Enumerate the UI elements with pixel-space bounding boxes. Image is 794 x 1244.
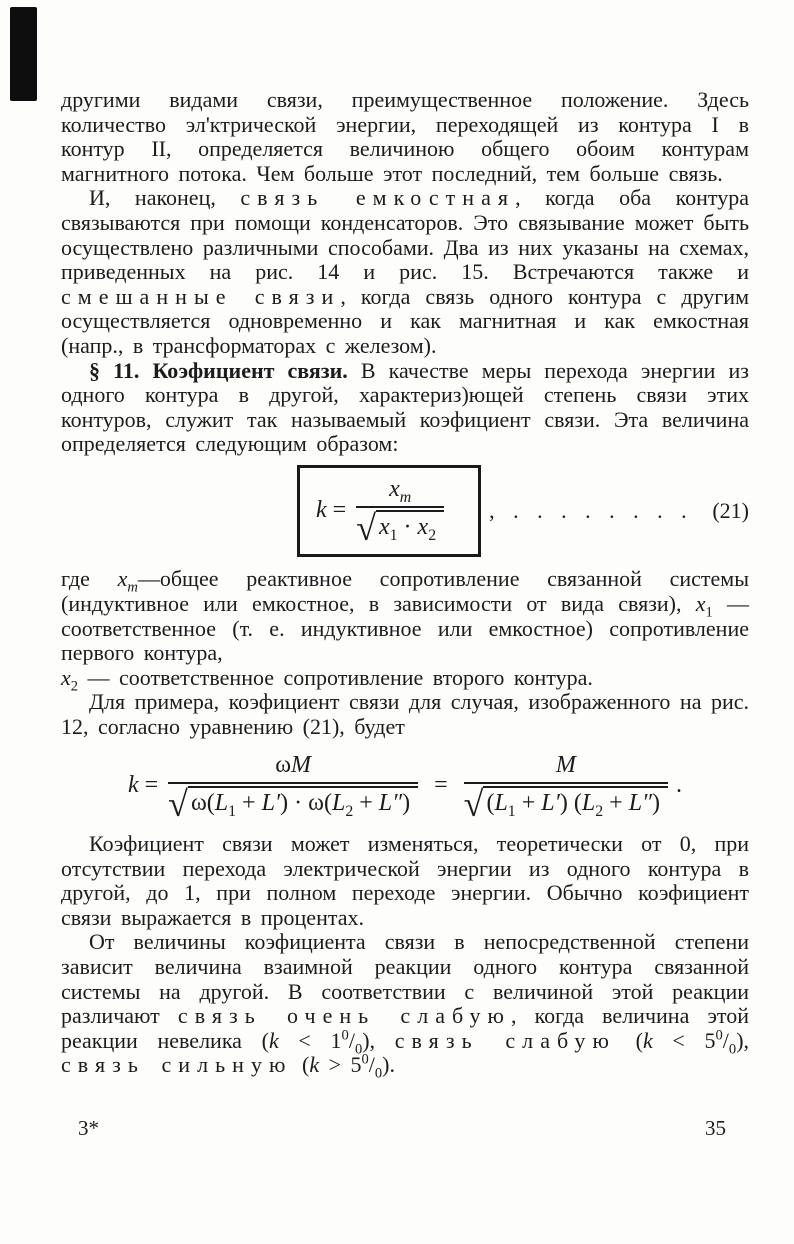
text-run: L″ — [628, 789, 653, 816]
text-run: 1 — [705, 604, 713, 621]
dot-leaders: , . . . . . . . . — [489, 498, 689, 524]
text-run: L — [214, 789, 229, 816]
text-run: 0 — [715, 1027, 723, 1044]
text-run: 2 — [345, 802, 354, 820]
square-root — [356, 508, 444, 549]
paragraph-section-11 — [61, 359, 749, 457]
text-run: · — [397, 513, 418, 540]
fraction-denominator — [463, 782, 668, 825]
text-run: 2 — [70, 678, 79, 695]
text-run: ) — [402, 789, 411, 816]
text-run: ) · ω( — [280, 789, 332, 816]
text-run: x — [417, 513, 429, 540]
text-run: + — [353, 789, 379, 816]
radicand — [376, 510, 444, 544]
text-run: 0 — [341, 1027, 349, 1044]
page-footer — [78, 1116, 726, 1141]
letterspaced-text-run: связь сильную — [61, 1052, 293, 1078]
text-run: m — [127, 579, 138, 596]
text-run: > 5 — [319, 1052, 362, 1078]
text-run: ω( — [190, 789, 215, 816]
letterspaced-text-run: связь слабую — [394, 1027, 616, 1053]
text-run: k — [268, 1027, 279, 1053]
text-run: x — [695, 590, 706, 616]
text-run: k — [316, 496, 327, 523]
square-root — [463, 784, 668, 825]
paragraph-continuation — [61, 88, 749, 186]
text-run: 2 — [595, 802, 604, 820]
text-run: k — [309, 1052, 320, 1078]
paragraph-capacitive-coupling — [61, 186, 749, 358]
paragraph-coupling-range — [61, 832, 749, 930]
equation-k-expanded-row — [61, 751, 749, 825]
text-run: < 1 — [278, 1027, 342, 1053]
fraction-denominator — [356, 506, 444, 549]
text-run: M — [291, 751, 312, 778]
text-run: L′ — [261, 789, 281, 816]
text-run: = — [326, 496, 353, 523]
text-run: , когда оба контура связываются при помощи конденсаторов. Это связывание может быть осуществлено различными способами. Два из них указаны на схемах, приведенных на рис. 14 и рис. 15. Встречаются также и — [61, 185, 749, 285]
text-run: k — [642, 1027, 653, 1053]
text-run: — соответственное сопротивление второго контура. — [78, 664, 593, 690]
text-run: — соответственное (т. е. индуктивное или емкостное) сопротивление первого контура, — [61, 590, 749, 666]
text-run: L″ — [378, 789, 403, 816]
equation-k-expanded — [127, 751, 683, 825]
equals-sign: = — [434, 772, 448, 799]
equation-number: (21) — [712, 498, 749, 524]
text-run: + — [603, 789, 629, 816]
fraction-denominator — [168, 782, 418, 825]
text-run: + — [236, 789, 262, 816]
text-run: ( — [486, 789, 495, 816]
text-run: 1 — [507, 802, 516, 820]
text-run: ω — [275, 751, 292, 778]
radicand — [188, 786, 418, 820]
radical-sign-icon: √ — [168, 784, 188, 825]
text-run: 0 — [354, 1041, 363, 1058]
text-run: k — [127, 772, 139, 799]
text-run: 0 — [361, 1052, 369, 1069]
text-run: , когда связь одного контура с другим осуществляется одновременно и как магнитная и как емкостная (напр., в трансформаторах с железом). — [61, 283, 749, 358]
text-run: M — [555, 751, 576, 778]
text-run: Для примера, коэфициент связи для случая, изображенного на рис. 12, согласно уравнению (21), будет — [61, 689, 749, 739]
text-run: / — [722, 1027, 729, 1053]
text-run: ). — [382, 1052, 395, 1078]
text-run: x — [61, 664, 71, 690]
text-run: 0 — [374, 1065, 383, 1082]
text-run: L — [581, 789, 596, 816]
text-run: где — [61, 566, 118, 592]
text-run: + — [515, 789, 542, 816]
text-run: —общее реактивное сопротивление связанной системы (индуктивное или емкостное, в зависимости от вида связи), — [61, 566, 750, 616]
text-run: , когда величина этой реакции невелика ( — [61, 1003, 749, 1053]
page-content — [61, 87, 750, 1082]
text-run: ), — [736, 1027, 750, 1053]
text-run: x — [389, 475, 400, 502]
text-run: / — [348, 1027, 355, 1053]
equation-lhs — [316, 497, 352, 524]
scan-ink-blot — [10, 7, 37, 101]
letterspaced-text-run: смешанные связи — [61, 283, 341, 309]
text-run: И, наконец, — [89, 185, 241, 211]
fraction-numerator — [263, 752, 323, 782]
bold-text-run: § 11. Коэфициент связи. — [89, 357, 348, 383]
paragraph-x2-definition — [61, 664, 749, 695]
fraction-numerator — [544, 752, 588, 782]
text-run: x — [378, 513, 390, 540]
text-run: другими видами связи, преимущественное положение. Здесь количество эл'ктрической энергии, переходящей из контура I в контур II, определяется величиною общего обоим контурам магнитного потока. Чем больше этот последний, тем больше связь. — [61, 87, 749, 186]
text-run: m — [399, 488, 412, 506]
radical-sign-icon: √ — [463, 784, 484, 825]
fraction — [463, 751, 668, 825]
period: . — [676, 772, 683, 799]
text-run: L — [331, 789, 346, 816]
text-run: 0 — [728, 1041, 737, 1058]
text-run: От величины коэфициента связи в непосредственной степени зависит величина взаимной реакции одного контура связанной системы на другой. В соответствии с величиной этой реакции различают — [61, 929, 749, 1029]
text-run: x — [117, 566, 128, 592]
text-run: < 5 — [652, 1027, 716, 1053]
text-run: ) ( — [559, 789, 582, 816]
text-run: Коэфициент связи может изменяться, теоретически от 0, при отсутствии перехода электрической энергии из одного контура в другой, до 1, при полном переходе энергии. Обычно коэфициент связи выражается в процентах. — [61, 831, 749, 930]
paragraph-where-definitions — [61, 567, 749, 665]
equation-21-row — [61, 465, 749, 557]
text-run: В качестве меры перехода энергии из одного контура в другой, характериз)ющей степень связи этих контуров, служит так называемый коэфициент связи. Эта величина определяется следующим образом: — [61, 357, 749, 457]
radical-sign-icon: √ — [356, 508, 376, 549]
text-run: 1 — [389, 526, 398, 544]
equation-lhs — [128, 772, 164, 799]
equation-21-box — [297, 465, 481, 557]
fraction — [168, 751, 418, 825]
paragraph-example — [61, 690, 749, 739]
text-run: L′ — [541, 789, 560, 816]
text-run: ), — [362, 1027, 395, 1053]
letterspaced-text-run: связь очень слабую — [177, 1003, 511, 1029]
signature-mark: 3* — [78, 1116, 99, 1140]
paragraph-coupling-classification — [61, 929, 750, 1082]
fraction — [356, 475, 444, 549]
page-number: 35 — [705, 1116, 726, 1140]
text-run: 1 — [228, 802, 237, 820]
text-run: ( — [615, 1027, 643, 1053]
square-root — [168, 784, 418, 825]
fraction-numerator — [377, 476, 423, 506]
text-run: L — [494, 789, 508, 816]
text-run: ( — [292, 1052, 310, 1078]
text-run: = — [138, 772, 165, 799]
letterspaced-text-run: связь емкостная — [240, 185, 516, 211]
equation-21 — [316, 475, 448, 549]
text-run: ) — [652, 789, 661, 816]
text-run: / — [368, 1052, 375, 1078]
radicand — [483, 786, 668, 820]
text-run: 2 — [428, 526, 437, 544]
